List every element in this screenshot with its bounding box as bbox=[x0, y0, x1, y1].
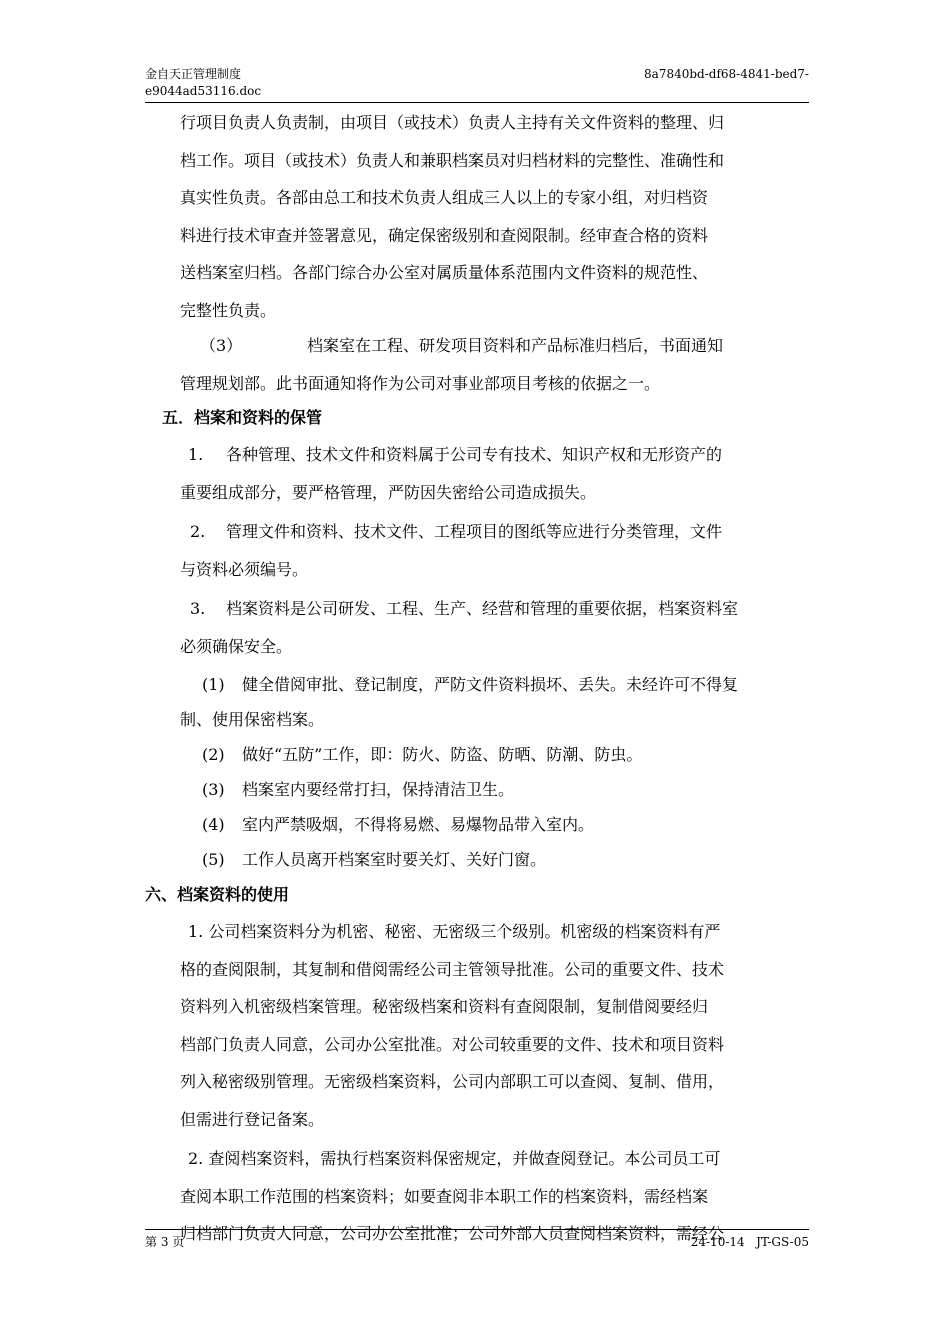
list-item bbox=[180, 590, 809, 665]
item-number: 1. bbox=[188, 445, 204, 464]
list-item bbox=[180, 842, 809, 877]
text-line: 室内严禁吸烟，不得将易燃、易爆物品带入室内。 bbox=[242, 815, 595, 834]
header-doc-title: 金自天正管理制度 bbox=[145, 67, 242, 81]
list-item bbox=[180, 737, 809, 772]
section-5-items bbox=[145, 436, 809, 665]
section-heading-6: 六、档案资料的使用 bbox=[145, 885, 290, 904]
item-number: （3） bbox=[200, 336, 243, 355]
text-line: 查阅本职工作范围的档案资料；如要查阅非本职工作的档案资料，需经档案 bbox=[180, 1186, 709, 1206]
header-doc-id: 8a7840bd-df68-4841-bed7- bbox=[644, 67, 809, 81]
text-line: 重要组成部分，要严格管理，严防因失密给公司造成损失。 bbox=[180, 482, 597, 502]
text-line: 制、使用保密档案。 bbox=[180, 710, 325, 729]
list-item bbox=[180, 667, 809, 737]
text-line: 档工作。项目（或技术）负责人和兼职档案员对归档材料的完整性、准确性和 bbox=[180, 150, 725, 170]
item-number: (1) bbox=[202, 675, 225, 694]
paragraph-item-3 bbox=[145, 327, 809, 402]
text-line: 1. 公司档案资料分为机密、秘密、无密级三个级别。机密级的档案资料有严 bbox=[188, 922, 721, 941]
text-line: 资料列入机密级档案管理。秘密级档案和资料有查阅限制，复制借阅要经归 bbox=[180, 997, 709, 1016]
section-5-subitems bbox=[145, 667, 809, 877]
item-number: 2. bbox=[190, 522, 206, 541]
text-line: 2. 查阅档案资料，需执行档案资料保密规定，并做查阅登记。本公司员工可 bbox=[188, 1149, 721, 1168]
item-number: (5) bbox=[202, 850, 225, 869]
document-body bbox=[145, 104, 809, 1253]
list-item bbox=[180, 436, 809, 511]
item-number: 3. bbox=[190, 599, 206, 618]
text-line: 格的查阅限制，其复制和借阅需经公司主管领导批准。公司的重要文件、技术 bbox=[180, 959, 725, 979]
header-doc-filename: e9044ad53116.doc bbox=[145, 84, 262, 98]
header-left bbox=[145, 66, 261, 100]
footer-page-number: 第 3 页 bbox=[145, 1235, 185, 1249]
text-line: 工作人员离开档案室时要关灯、关好门窗。 bbox=[242, 850, 547, 869]
text-line: 但需进行登记备案。 bbox=[180, 1109, 325, 1129]
text-line: 档部门负责人同意，公司办公室批准。对公司较重要的文件、技术和项目资料 bbox=[180, 1034, 725, 1054]
text-line: 料进行技术审查并签署意见，确定保密级别和查阅限制。经审查合格的资料 bbox=[180, 225, 709, 245]
list-item bbox=[180, 772, 809, 807]
item-number: (2) bbox=[202, 745, 225, 764]
text-line: 与资料必须编号。 bbox=[180, 559, 309, 579]
text-line: 完整性负责。 bbox=[180, 300, 277, 320]
text-line: 必须确保安全。 bbox=[180, 636, 293, 656]
text-line: 档案室内要经常打扫，保持清洁卫生。 bbox=[242, 780, 515, 799]
text-line: 档案室在工程、研发项目资料和产品标准归档后，书面通知 bbox=[307, 336, 724, 355]
text-line: 归档部门负责人同意，公司办公室批准；公司外部人员查阅档案资料，需经公 bbox=[180, 1224, 725, 1243]
text-line: 行项目负责人负责制，由项目（或技术）负责人主持有关文件资料的整理、归 bbox=[180, 113, 725, 132]
text-line: 各种管理、技术文件和资料属于公司专有技术、知识产权和无形资产的 bbox=[226, 445, 723, 464]
list-item bbox=[180, 807, 809, 842]
text-line: 管理文件和资料、技术文件、工程项目的图纸等应进行分类管理，文件 bbox=[226, 522, 723, 541]
text-line: 管理规划部。此书面通知将作为公司对事业部项目考核的依据之一。 bbox=[180, 373, 661, 393]
page-header bbox=[145, 66, 809, 103]
text-line: 做好“五防”工作，即：防火、防盗、防晒、防潮、防虫。 bbox=[242, 745, 643, 764]
text-line: 档案资料是公司研发、工程、生产、经营和管理的重要依据，档案资料室 bbox=[226, 599, 739, 618]
text-line: 列入秘密级别管理。无密级档案资料，公司内部职工可以查阅、复制、借用， bbox=[180, 1072, 725, 1091]
footer-doc-code: 24-10-14 JT-GS-05 bbox=[690, 1235, 809, 1249]
section-6-paragraph-1 bbox=[145, 913, 809, 1138]
paragraph-continuation bbox=[145, 104, 809, 329]
text-line: 送档案室归档。各部门综合办公室对属质量体系范围内文件资料的规范性、 bbox=[180, 263, 709, 282]
list-item bbox=[180, 513, 809, 588]
item-number: (4) bbox=[202, 815, 225, 834]
text-line: 健全借阅审批、登记制度，严防文件资料损坏、丢失。未经许可不得复 bbox=[242, 675, 739, 694]
item-number: (3) bbox=[202, 780, 225, 799]
section-heading-5: 五．档案和资料的保管 bbox=[162, 408, 323, 427]
text-line: 真实性负责。各部由总工和技术负责人组成三人以上的专家小组，对归档资 bbox=[180, 188, 709, 207]
